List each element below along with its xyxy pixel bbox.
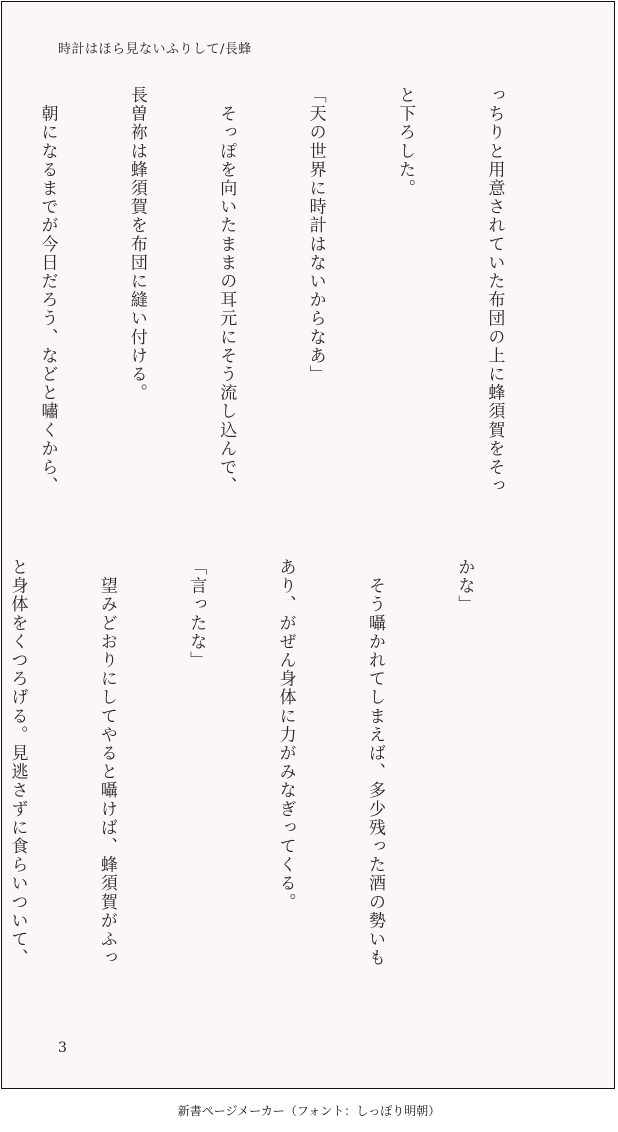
text-column: 望みどおりにしてやると囁けば、蜂須賀がふっ — [96, 558, 117, 968]
text-column: と身体をくつろげる。見逃さずに食らいついて、 — [7, 558, 28, 968]
vertical-text-block-top — [0, 86, 568, 526]
vertical-text-block-bottom — [0, 558, 538, 1028]
text-column: あり、がぜん身体に力がみなぎってくる。 — [275, 558, 296, 912]
footer-credit: 新書ページメーカー（フォント：しっぽり明朝） — [177, 1104, 441, 1118]
text-column: と下ろした。 — [395, 86, 416, 198]
text-column: そう囁かれてしまえば、多少残った酒の勢いも — [365, 558, 386, 968]
text-column: 朝になるまでが今日だろう、などと嘯くから、 — [37, 86, 58, 496]
text-column: 「言ったな」 — [186, 558, 207, 670]
book-page — [1, 1, 615, 1089]
text-column: 長曽祢は蜂須賀を布団に縫い付ける。 — [126, 86, 147, 403]
text-column: かな」 — [454, 558, 475, 614]
running-header: 時計はほら見ないふりして/長蜂 — [58, 42, 252, 57]
page-number: 3 — [58, 1040, 67, 1056]
text-column: 「天の世界に時計はないからなあ」 — [305, 86, 326, 384]
text-column: そっぽを向いたままの耳元にそう流し込んで、 — [216, 86, 237, 496]
text-column: っちりと用意されていた布団の上に蜂須賀をそっ — [484, 86, 505, 496]
